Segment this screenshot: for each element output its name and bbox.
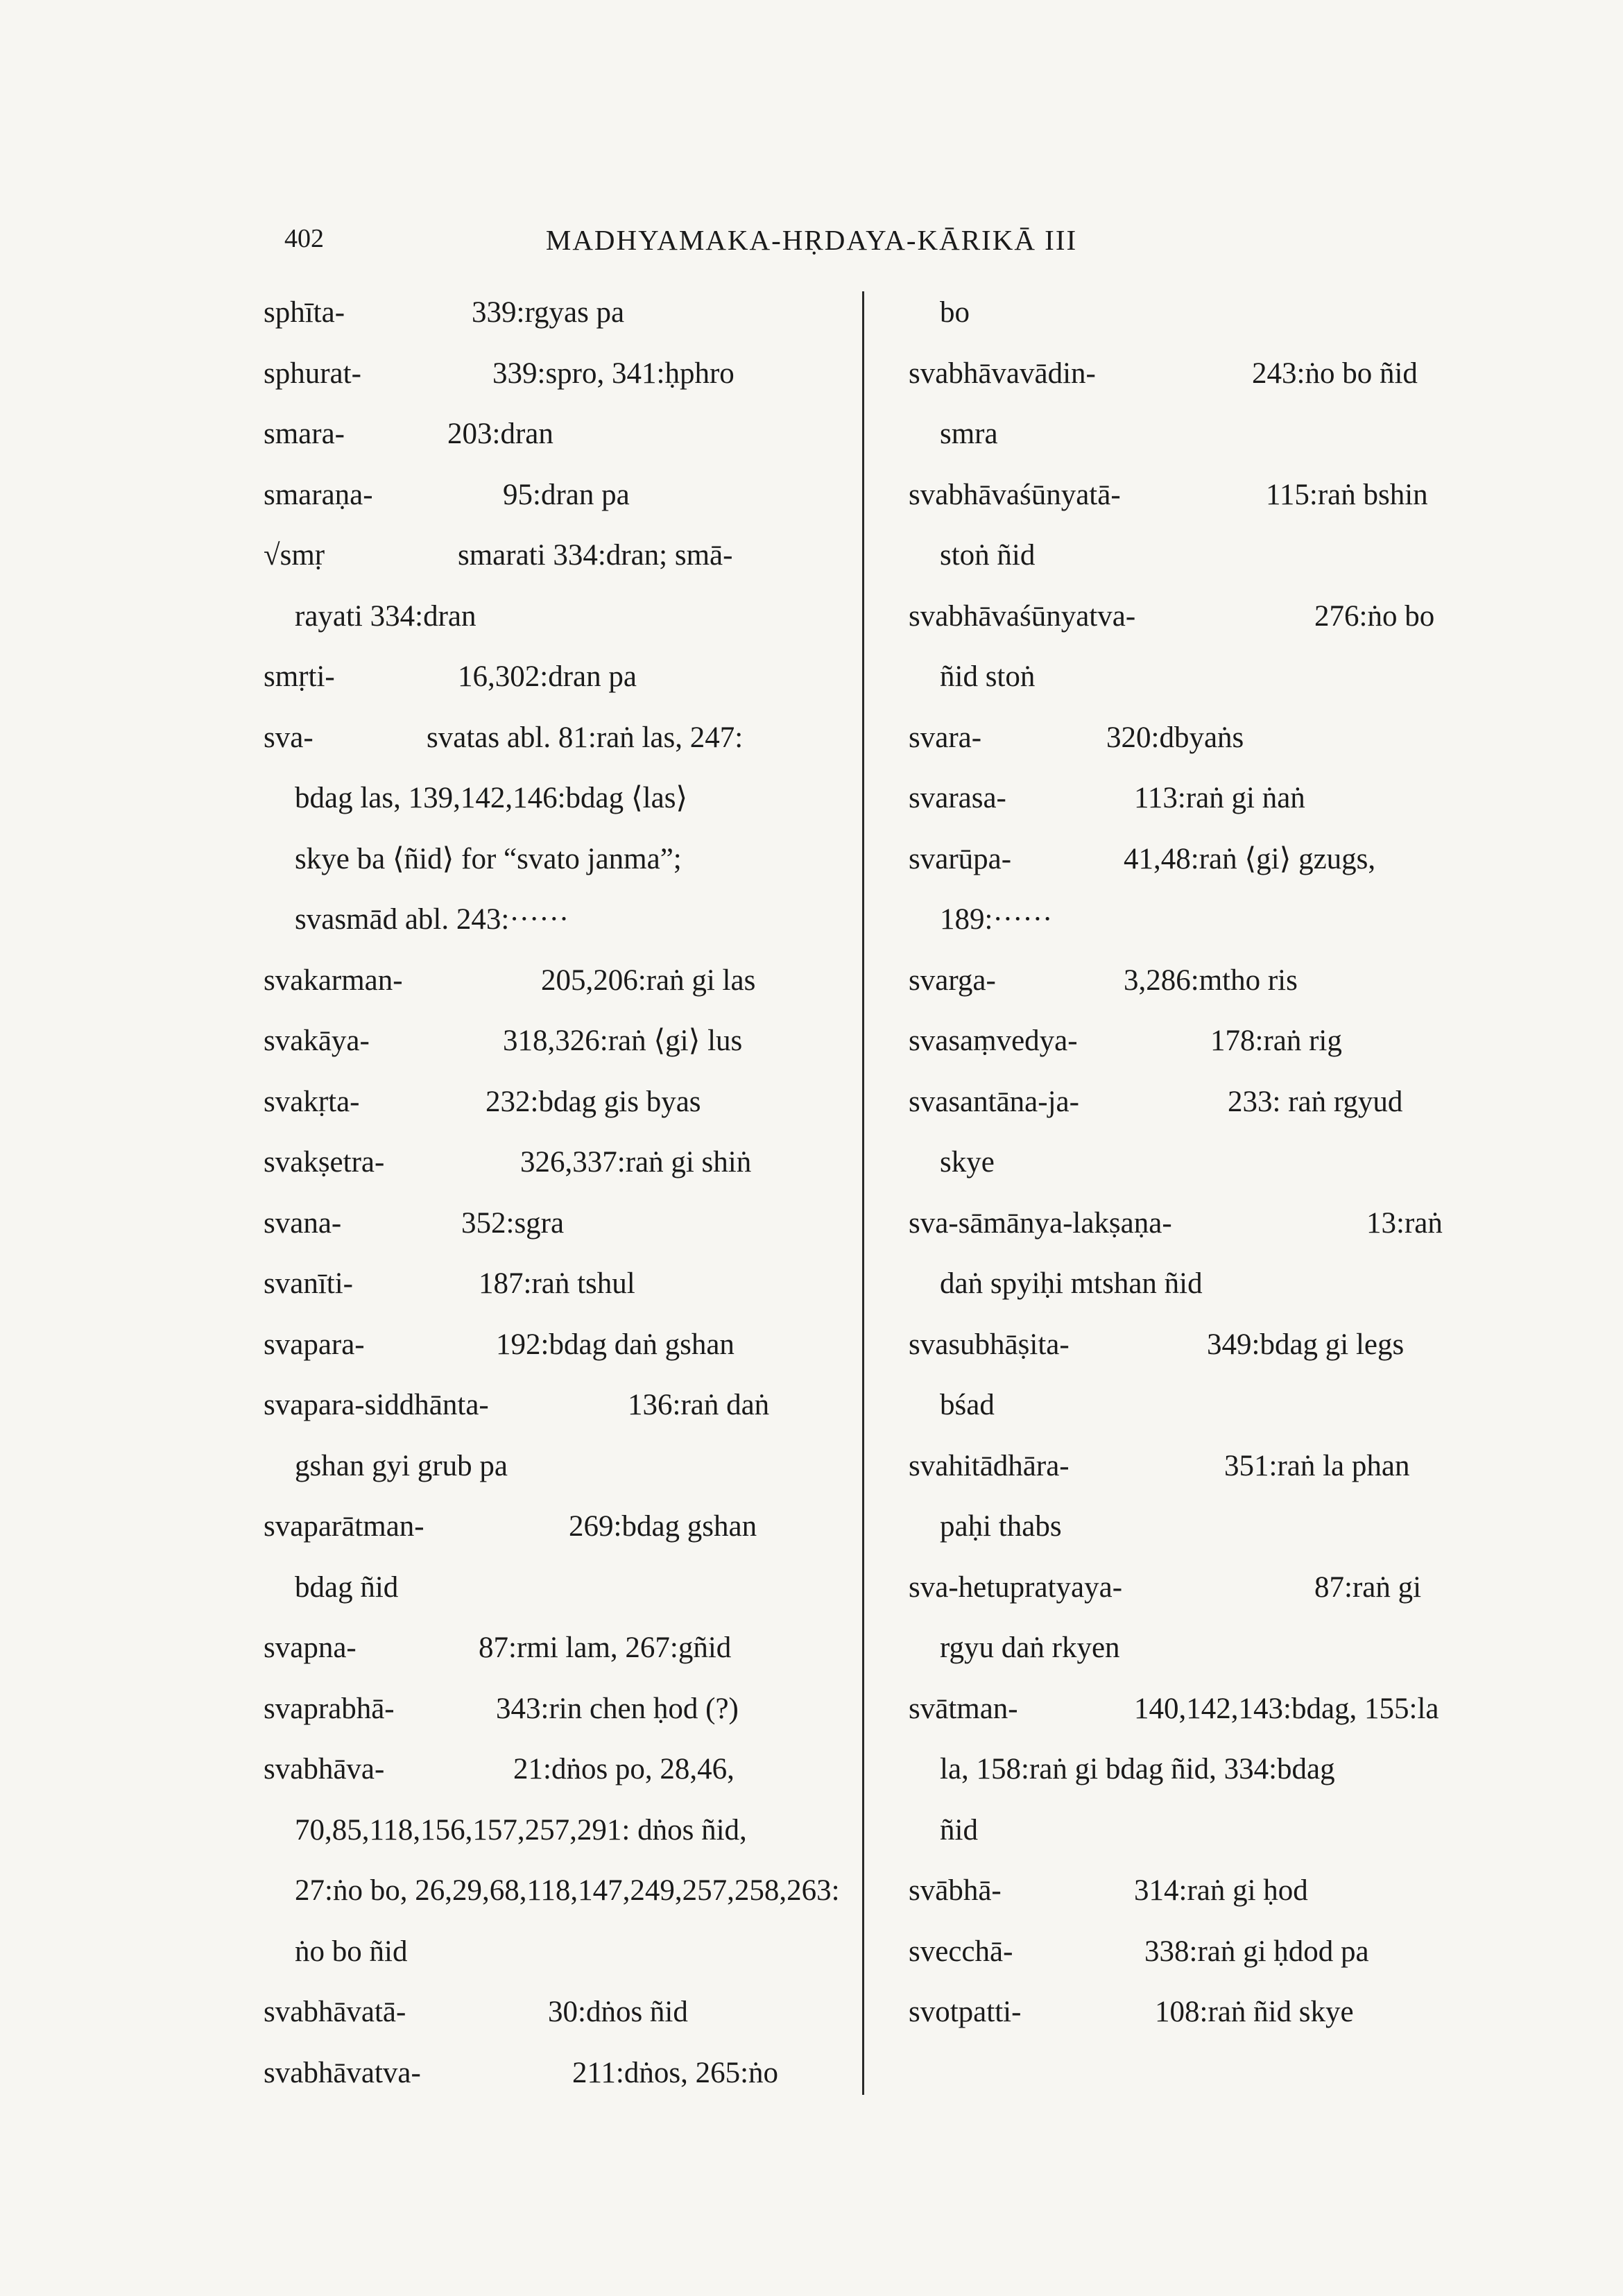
headword: svabhāvatva-	[264, 2056, 421, 2089]
index-entry	[264, 1496, 818, 1557]
tibetan-reference: 27:ṅo bo, 26,29,68,118,147,249,257,258,263:	[295, 1874, 840, 1907]
tibetan-reference: 232:bdag gis byas	[486, 1085, 701, 1118]
index-entry	[909, 343, 1463, 404]
tibetan-reference: daṅ spyiḥi mtshan ñid	[940, 1267, 1203, 1300]
headword: svabhāva-	[264, 1753, 385, 1785]
tibetan-reference: 3,286:mtho ris	[1124, 963, 1298, 997]
entry-continuation	[295, 1436, 818, 1497]
headword: svapara-siddhānta-	[264, 1389, 489, 1421]
headword: sva-hetupratyaya-	[909, 1570, 1123, 1604]
headword: smṛti-	[264, 660, 335, 693]
tibetan-reference: 87:raṅ gi	[1314, 1570, 1422, 1604]
tibetan-reference: 339:rgyas pa	[472, 296, 625, 329]
index-entry	[909, 1679, 1463, 1740]
index-entry	[264, 1314, 818, 1376]
index-entry	[264, 1072, 818, 1133]
tibetan-reference: svasmād abl. 243:······	[295, 903, 569, 936]
index-entry	[264, 404, 818, 465]
tibetan-reference: 189:······	[940, 903, 1053, 936]
headword: svabhāvaśūnyatva-	[909, 599, 1136, 633]
index-entry	[264, 708, 818, 769]
right-column	[909, 282, 1463, 2043]
tibetan-reference: 318,326:raṅ ⟨gi⟩ lus	[503, 1025, 743, 1057]
tibetan-reference: la, 158:raṅ gi bdag ñid, 334:bdag	[940, 1753, 1335, 1785]
index-entry	[264, 1375, 818, 1436]
index-entry	[909, 1072, 1463, 1133]
index-entry	[909, 586, 1463, 647]
tibetan-reference: 178:raṅ rig	[1210, 1025, 1342, 1057]
index-entry	[264, 525, 818, 586]
tibetan-reference: 21:dṅos po, 28,46,	[513, 1753, 735, 1785]
headword: svakarman-	[264, 963, 403, 997]
headword: svakṣetra-	[264, 1146, 385, 1179]
tibetan-reference: 338:raṅ gi ḥdod pa	[1144, 1935, 1369, 1968]
index-entry	[264, 465, 818, 526]
index-entry	[264, 1982, 818, 2043]
entry-continuation	[940, 1496, 1463, 1557]
tibetan-reference: 136:raṅ daṅ	[628, 1389, 770, 1421]
index-entry	[909, 829, 1463, 890]
index-entry	[909, 465, 1463, 526]
headword: svarga-	[909, 963, 996, 997]
headword: svapara-	[264, 1328, 365, 1361]
index-entry	[909, 1921, 1463, 1982]
index-entry	[909, 1011, 1463, 1072]
tibetan-reference: 108:raṅ ñid skye	[1155, 1996, 1354, 2028]
entry-continuation	[940, 525, 1463, 586]
headword: svabhāvaśūnyatā-	[909, 478, 1121, 511]
headword: svanīti-	[264, 1267, 353, 1300]
entry-continuation	[940, 1800, 1463, 1861]
headword: sphurat-	[264, 357, 361, 390]
headword: √smṛ	[264, 539, 325, 572]
entry-continuation	[940, 1132, 1463, 1193]
tibetan-reference: 16,302:dran pa	[458, 660, 637, 693]
entry-continuation	[940, 1618, 1463, 1679]
index-entry	[264, 1739, 818, 1800]
tibetan-reference: ñid stoṅ	[940, 660, 1036, 693]
page-number: 402	[284, 224, 324, 253]
tibetan-reference: gshan gyi grub pa	[295, 1449, 508, 1482]
tibetan-reference: 13:raṅ	[1366, 1206, 1443, 1240]
index-entry	[264, 1132, 818, 1193]
tibetan-reference: 30:dṅos ñid	[548, 1996, 688, 2028]
tibetan-reference: 343:rin chen ḥod (?)	[496, 1692, 739, 1725]
headword: sva-sāmānya-lakṣaṇa-	[909, 1206, 1172, 1240]
index-entry	[909, 1193, 1463, 1254]
entry-continuation	[295, 889, 818, 950]
headword: svasubhāṣita-	[909, 1328, 1070, 1361]
tibetan-reference: 314:raṅ gi ḥod	[1134, 1874, 1308, 1907]
tibetan-reference: svatas abl. 81:raṅ las, 247:	[427, 721, 744, 754]
headword: svotpatti-	[909, 1996, 1022, 2028]
entry-continuation	[295, 1860, 840, 1921]
index-entry	[909, 1982, 1463, 2043]
tibetan-reference: 87:rmi lam, 267:gñid	[479, 1631, 732, 1664]
tibetan-reference: 211:dṅos, 265:ṅo	[572, 2056, 779, 2089]
entry-continuation	[940, 404, 1463, 465]
entry-continuation	[940, 1253, 1463, 1314]
index-entry	[264, 1011, 818, 1072]
tibetan-reference: skye	[940, 1146, 995, 1179]
running-title: MADHYAMAKA-HṚDAYA-KĀRIKĀ III	[545, 224, 1078, 256]
tibetan-reference: bśad	[940, 1389, 995, 1421]
entry-continuation	[940, 889, 1463, 950]
index-entry	[264, 1193, 818, 1254]
tibetan-reference: 41,48:raṅ ⟨gi⟩ gzugs,	[1124, 842, 1376, 875]
headword: svabhāvavādin-	[909, 357, 1096, 390]
headword: svarasa-	[909, 782, 1006, 814]
headword: smaraṇa-	[264, 478, 373, 511]
entry-continuation	[295, 829, 818, 890]
entry-continuation	[295, 586, 818, 647]
headword: svābhā-	[909, 1874, 1002, 1907]
tibetan-reference: 192:bdag daṅ gshan	[496, 1328, 735, 1361]
column-divider	[862, 291, 864, 2095]
index-entry	[909, 1436, 1463, 1497]
headword: svakāya-	[264, 1025, 370, 1057]
index-entry	[264, 1253, 818, 1314]
tibetan-reference: 203:dran	[447, 418, 553, 450]
headword: svabhāvatā-	[264, 1996, 406, 2028]
tibetan-reference: bdag las, 139,142,146:bdag ⟨las⟩	[295, 782, 688, 814]
headword: sva-	[264, 721, 314, 754]
tibetan-reference: 352:sgra	[461, 1206, 565, 1240]
tibetan-reference: 113:raṅ gi ṅaṅ	[1134, 782, 1305, 814]
tibetan-reference: 70,85,118,156,157,257,291: dṅos ñid,	[295, 1813, 747, 1847]
tibetan-reference: 351:raṅ la phan	[1224, 1449, 1410, 1482]
headword: svecchā-	[909, 1935, 1013, 1968]
index-entry	[264, 1618, 818, 1679]
headword: svana-	[264, 1206, 342, 1240]
entry-continuation	[940, 282, 1463, 343]
entry-continuation	[940, 1739, 1463, 1800]
tibetan-reference: 115:raṅ bshin	[1266, 478, 1428, 511]
headword: svasaṃvedya-	[909, 1025, 1078, 1057]
headword: smara-	[264, 418, 345, 450]
entry-continuation	[295, 1921, 818, 1982]
headword: svara-	[909, 721, 982, 754]
tibetan-reference: rgyu daṅ rkyen	[940, 1631, 1120, 1664]
tibetan-reference: stoṅ ñid	[940, 539, 1036, 572]
entry-continuation	[940, 646, 1463, 708]
index-entry	[264, 950, 818, 1011]
tibetan-reference: bdag ñid	[295, 1570, 399, 1604]
headword: svapna-	[264, 1631, 357, 1664]
tibetan-reference: 339:spro, 341:ḥphro	[492, 357, 735, 390]
entry-continuation	[295, 1557, 818, 1618]
index-entry	[909, 1314, 1463, 1376]
headword: svaprabhā-	[264, 1692, 395, 1725]
index-entry	[264, 343, 818, 404]
index-entry	[264, 282, 818, 343]
index-entry	[909, 1557, 1463, 1618]
tibetan-reference: paḥi thabs	[940, 1510, 1062, 1543]
index-entry	[264, 646, 818, 708]
index-entry	[264, 2043, 818, 2104]
headword: svakṛta-	[264, 1085, 360, 1118]
headword: svahitādhāra-	[909, 1449, 1070, 1482]
tibetan-reference: smarati 334:dran; smā-	[458, 539, 733, 572]
tibetan-reference: bo	[940, 296, 970, 329]
page-header	[0, 223, 1623, 265]
tibetan-reference: rayati 334:dran	[295, 599, 476, 633]
tibetan-reference: 326,337:raṅ gi shiṅ	[520, 1146, 752, 1179]
entry-continuation	[295, 1800, 818, 1861]
tibetan-reference: 269:bdag gshan	[569, 1510, 757, 1543]
tibetan-reference: 205,206:raṅ gi las	[541, 963, 756, 997]
tibetan-reference: skye ba ⟨ñid⟩ for “svato janma”;	[295, 842, 682, 875]
tibetan-reference: 276:ṅo bo	[1314, 599, 1435, 633]
index-entry	[264, 1679, 818, 1740]
index-entry	[909, 708, 1463, 769]
tibetan-reference: 187:raṅ tshul	[479, 1267, 635, 1300]
headword: svātman-	[909, 1692, 1018, 1725]
tibetan-reference: 320:dbyaṅs	[1106, 721, 1244, 754]
headword: svaparātman-	[264, 1510, 424, 1543]
tibetan-reference: 243:ṅo bo ñid	[1252, 357, 1418, 390]
tibetan-reference: ṅo bo ñid	[295, 1935, 408, 1968]
entry-continuation	[295, 768, 818, 829]
left-column	[264, 282, 840, 2103]
headword: svasantāna-ja-	[909, 1085, 1079, 1118]
index-entry	[909, 950, 1463, 1011]
tibetan-reference: 140,142,143:bdag, 155:la	[1134, 1692, 1439, 1725]
headword: sphīta-	[264, 296, 345, 329]
index-entry	[909, 768, 1463, 829]
tibetan-reference: ñid	[940, 1813, 978, 1847]
entry-continuation	[940, 1375, 1463, 1436]
tibetan-reference: 233: raṅ rgyud	[1228, 1085, 1403, 1118]
tibetan-reference: 95:dran pa	[503, 478, 630, 511]
tibetan-reference: smra	[940, 418, 998, 450]
headword: svarūpa-	[909, 842, 1012, 875]
tibetan-reference: 349:bdag gi legs	[1207, 1328, 1405, 1361]
index-entry	[909, 1860, 1463, 1921]
